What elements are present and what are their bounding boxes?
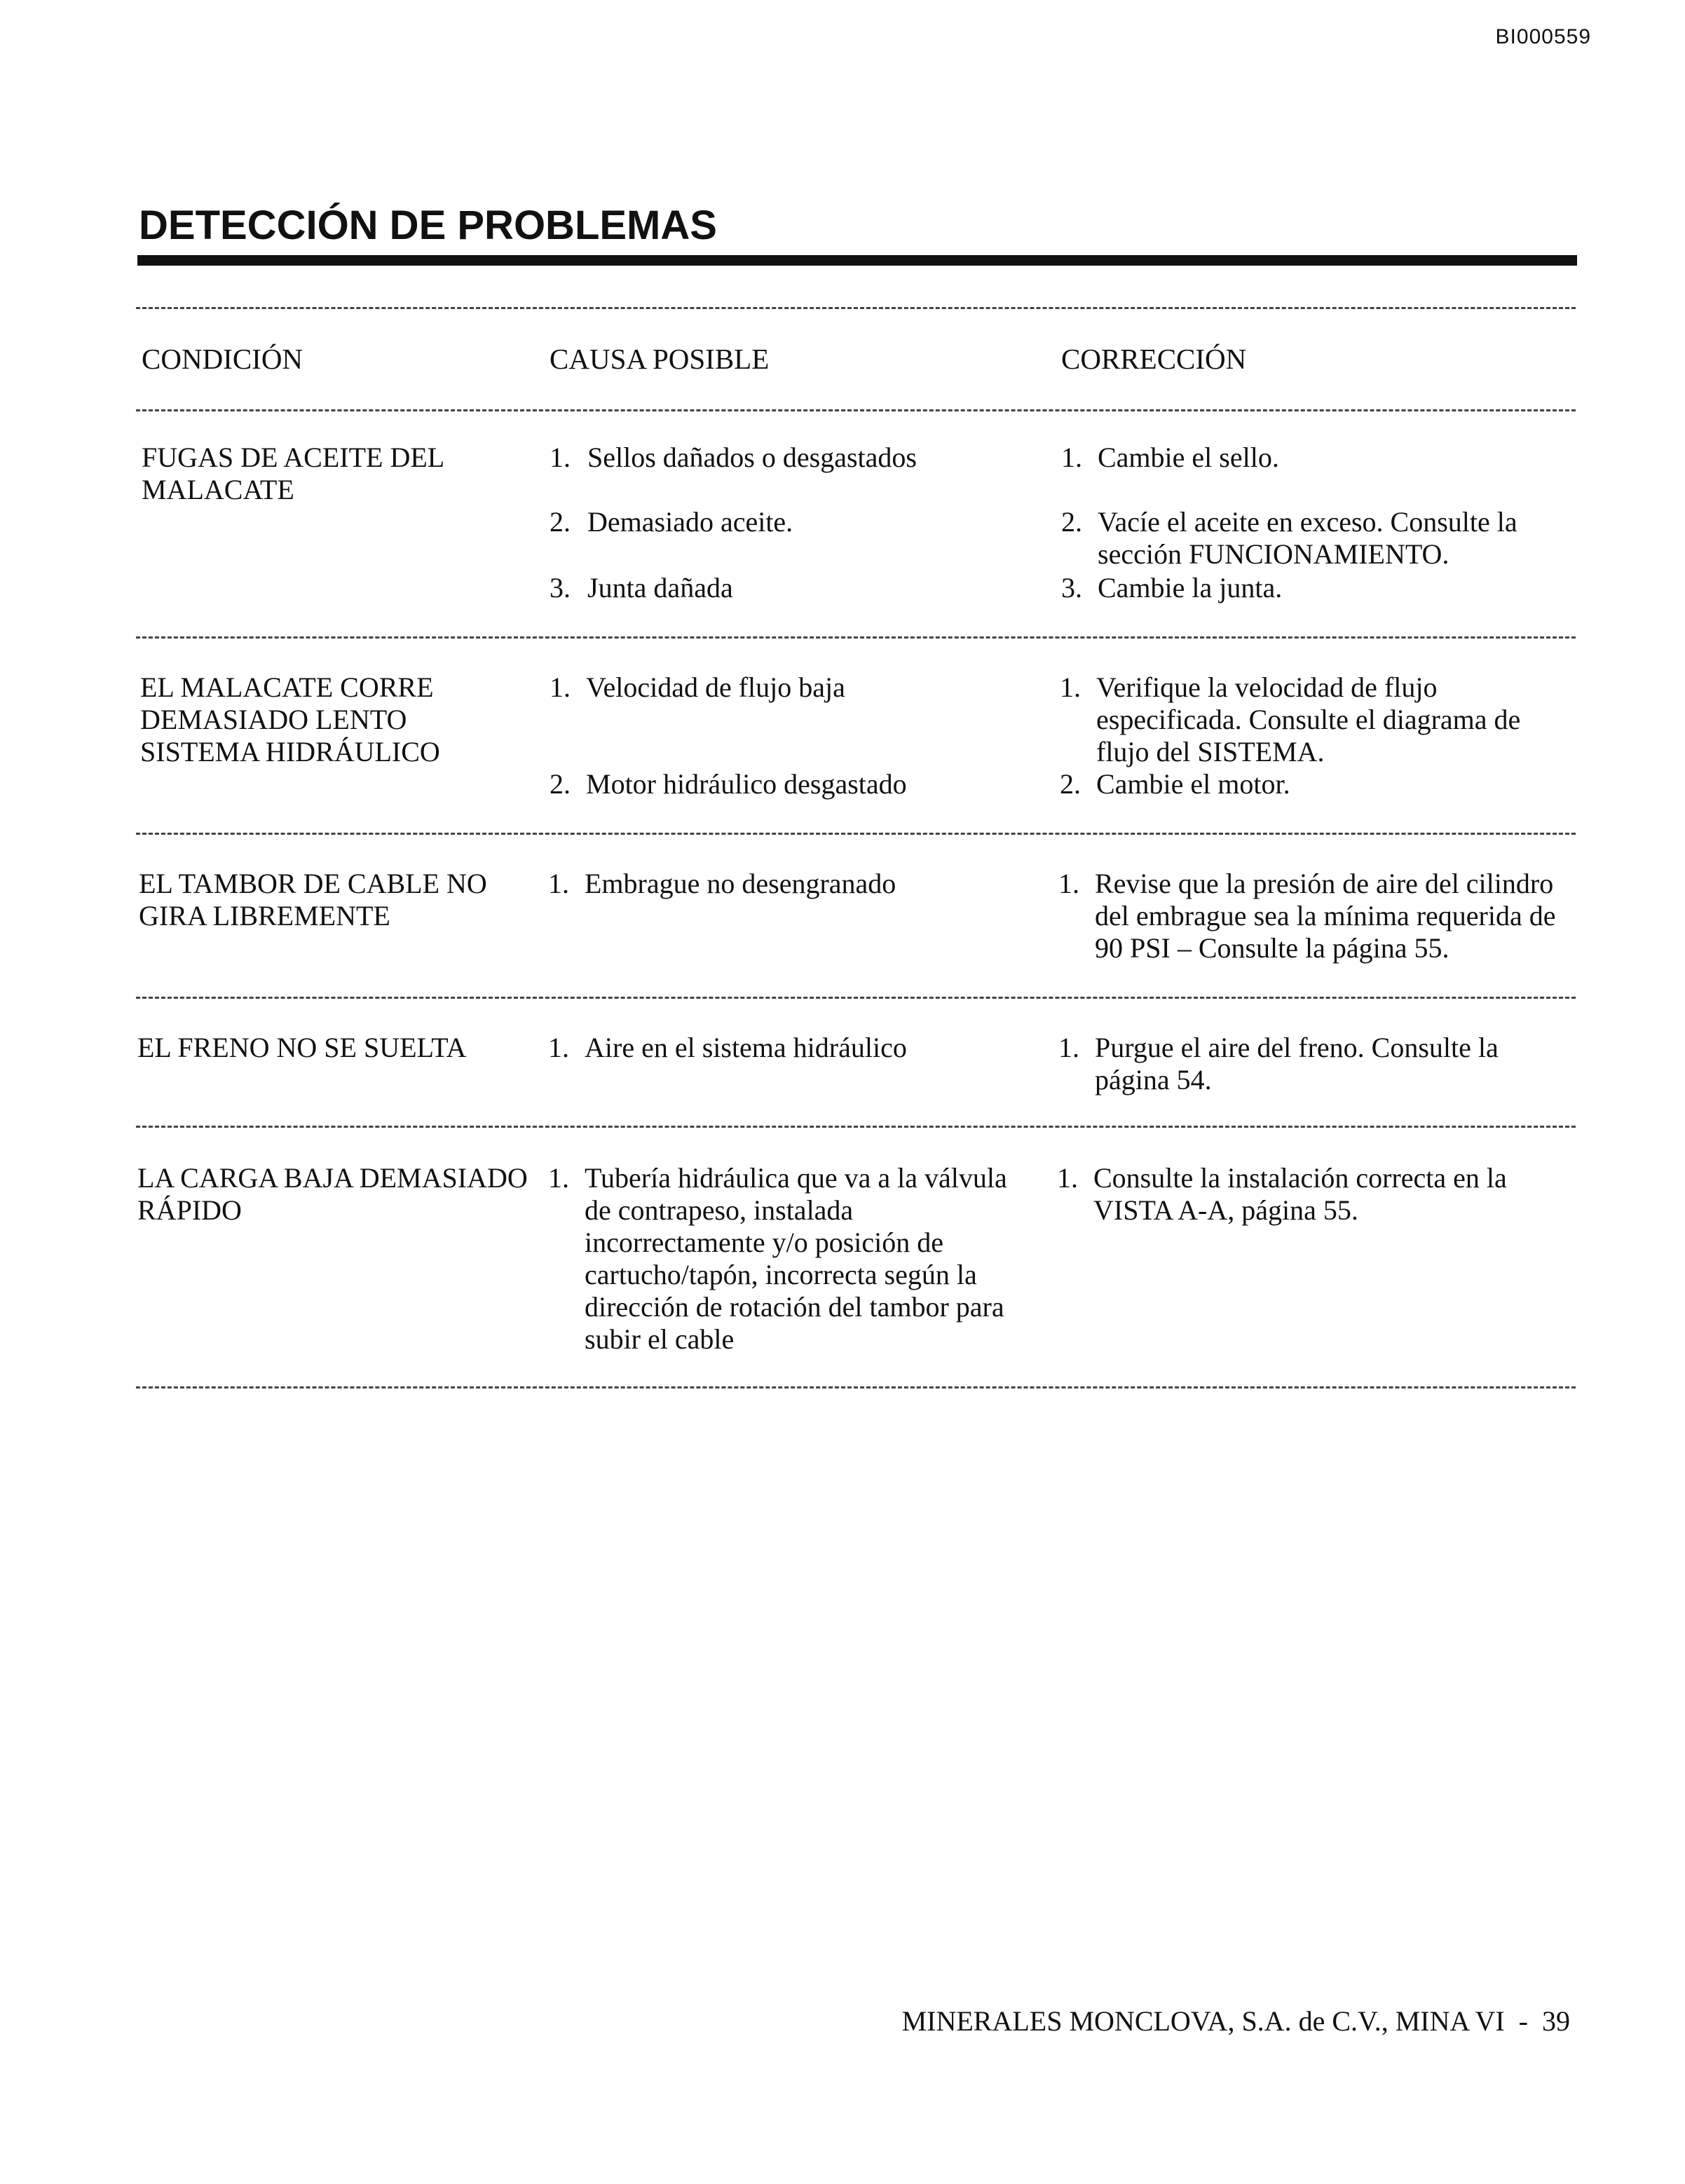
table-divider: [136, 997, 1576, 999]
correction-number: 2.: [1061, 506, 1082, 538]
table-divider: [136, 1126, 1576, 1128]
correction-text: Consulte la instalación correcta en la VISTA A-A, página 55.: [1093, 1162, 1507, 1226]
correction-number: 1.: [1058, 868, 1079, 899]
correction-text: Purgue el aire del freno. Consulte la página 54.: [1095, 1032, 1499, 1096]
cause-text: Embrague no desengranado: [585, 868, 896, 899]
table-divider: [136, 833, 1576, 835]
header-cause: CAUSA POSIBLE: [550, 343, 770, 375]
cause-text: Motor hidráulico desgastado: [586, 768, 907, 800]
cause-text: Demasiado aceite.: [587, 506, 793, 538]
cause-text: Junta dañada: [587, 572, 733, 603]
condition-cell: LA CARGA BAJA DEMASIADO RÁPIDO: [137, 1162, 528, 1226]
cause-number: 2.: [550, 768, 571, 800]
correction-number: 1.: [1061, 442, 1082, 473]
cause-number: 1.: [548, 1032, 569, 1063]
document-id: BI000559: [1495, 25, 1591, 48]
condition-cell: EL FRENO NO SE SUELTA: [137, 1032, 467, 1063]
correction-text: Cambie el motor.: [1096, 768, 1290, 800]
condition-cell: EL TAMBOR DE CABLE NO GIRA LIBREMENTE: [139, 868, 487, 931]
page-title: DETECCIÓN DE PROBLEMAS: [139, 203, 717, 248]
title-underline: [137, 255, 1577, 266]
table-divider: [136, 409, 1576, 411]
correction-text: Cambie el sello.: [1098, 442, 1279, 473]
cause-text: Sellos dañados o desgastados: [587, 442, 917, 473]
correction-number: 1.: [1058, 1032, 1079, 1063]
correction-number: 3.: [1061, 572, 1082, 603]
cause-text: Aire en el sistema hidráulico: [585, 1032, 907, 1063]
condition-cell: EL MALACATE CORRE DEMASIADO LENTO SISTEMA HIDRÁULICO: [140, 671, 440, 767]
correction-number: 2.: [1060, 768, 1081, 800]
cause-number: 1.: [550, 442, 571, 473]
cause-text: Tubería hidráulica que va a la válvula de contrapeso, instalada incorrectamente y/o posición de cartucho/tapón, incorrecta según la dirección de rotación del tambor para subir el cable: [585, 1162, 1007, 1355]
cause-number: 2.: [550, 506, 571, 538]
correction-text: Verifique la velocidad de flujo especificada. Consulte el diagrama de flujo del SISTEMA.: [1096, 671, 1521, 767]
correction-text: Vacíe el aceite en exceso. Consulte la sección FUNCIONAMIENTO.: [1098, 506, 1517, 570]
correction-text: Revise que la presión de aire del cilindro del embrague sea la mínima requerida de 90 PSI – Consulte la página 55.: [1095, 868, 1556, 964]
header-condition: CONDICIÓN: [142, 343, 303, 375]
cause-number: 1.: [548, 1162, 569, 1194]
correction-number: 1.: [1057, 1162, 1078, 1194]
table-divider: [136, 307, 1576, 309]
header-correction: CORRECCIÓN: [1061, 343, 1247, 375]
cause-number: 1.: [548, 868, 569, 899]
cause-number: 1.: [550, 671, 571, 703]
cause-text: Velocidad de flujo baja: [586, 671, 845, 703]
correction-number: 1.: [1060, 671, 1081, 703]
page-footer: MINERALES MONCLOVA, S.A. de C.V., MINA VI - 39: [901, 2005, 1570, 2037]
cause-number: 3.: [550, 572, 571, 603]
table-divider: [136, 1386, 1576, 1388]
table-divider: [136, 636, 1576, 639]
correction-text: Cambie la junta.: [1098, 572, 1283, 603]
condition-cell: FUGAS DE ACEITE DEL MALACATE: [142, 442, 444, 505]
